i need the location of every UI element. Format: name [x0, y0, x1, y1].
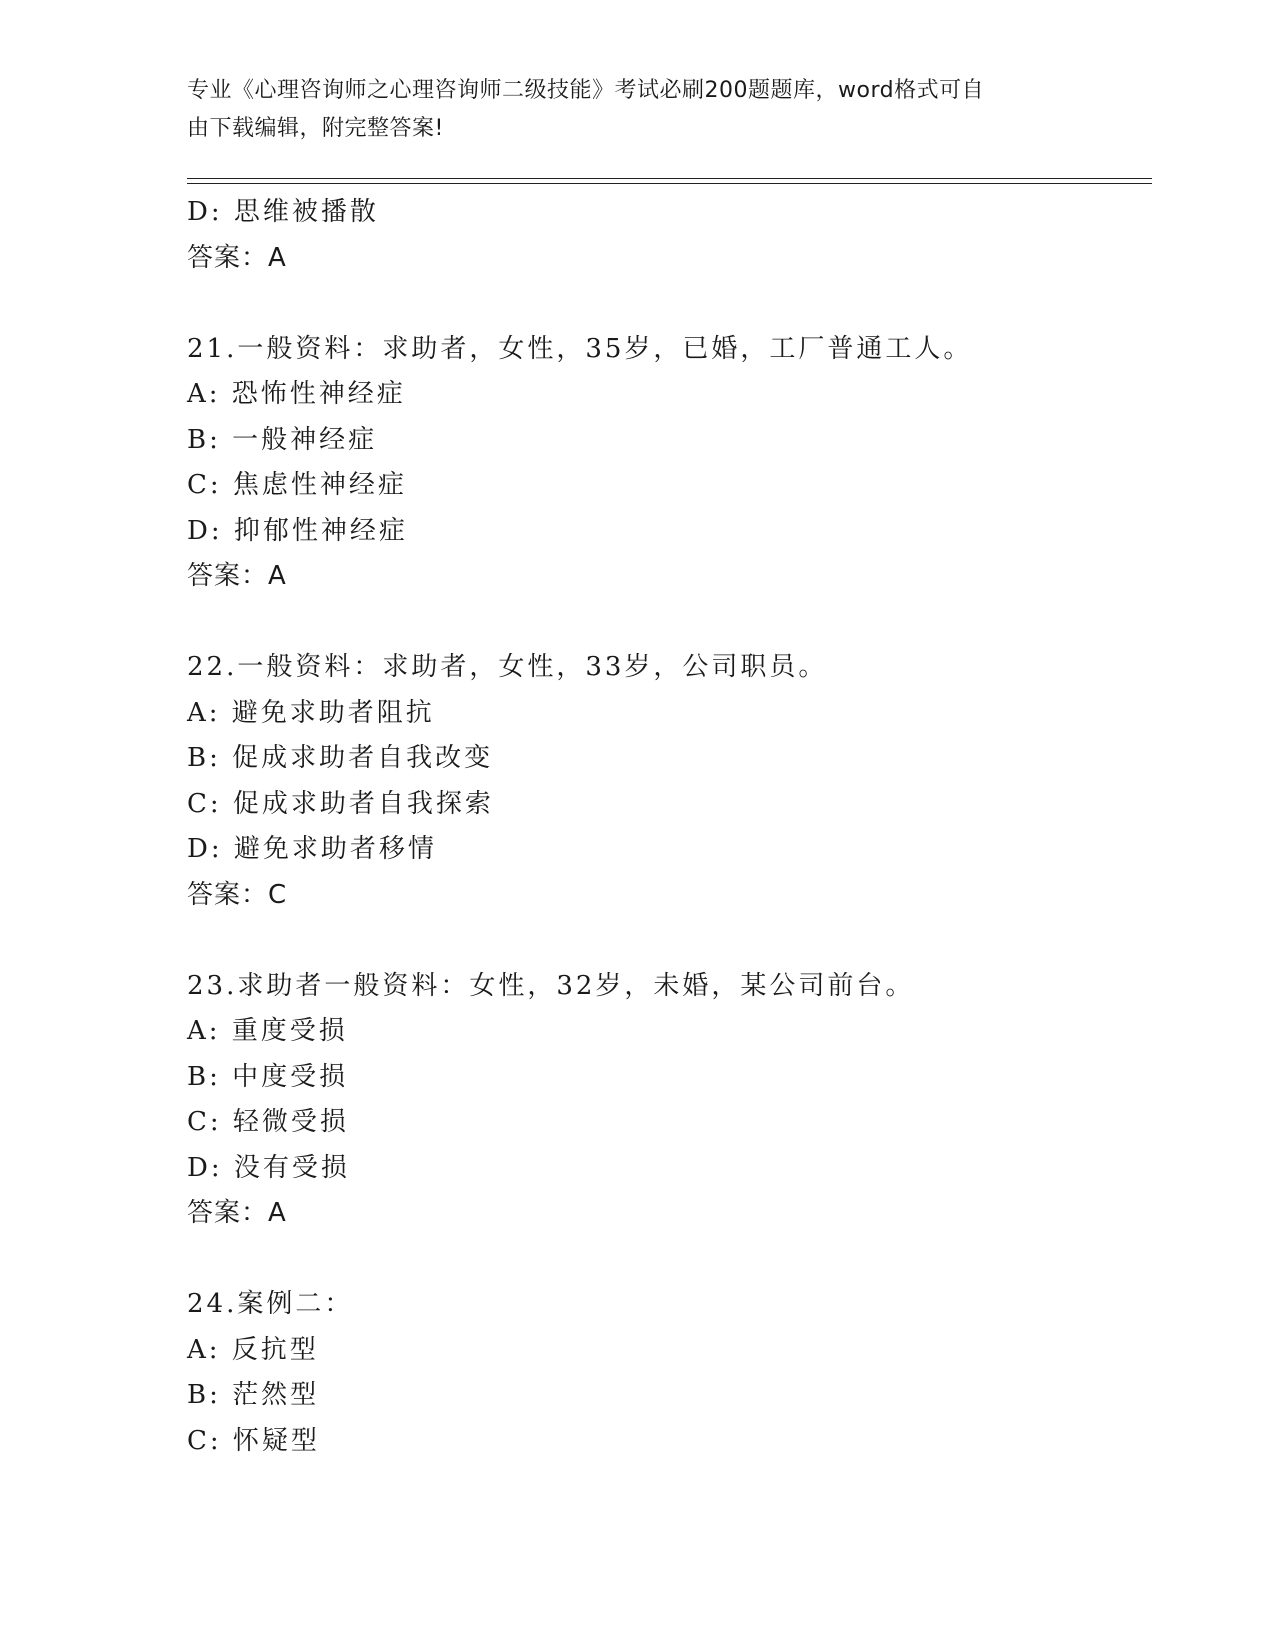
answer: 答案：C [187, 879, 288, 910]
answer: 答案：A [187, 1198, 287, 1228]
header-line-1: 专业《心理咨询师之心理咨询师二级技能》考试必刷200题题库，word格式可自 [187, 78, 985, 103]
option-a: A: 重度受损 [187, 1016, 348, 1046]
option-b: B: 促成求助者自我改变 [187, 743, 494, 773]
header-line-2: 由下载编辑，附完整答案! [187, 116, 444, 141]
question-text: 21.一般资料：求助者，女性，35岁，已婚，工厂普通工人。 [187, 333, 973, 364]
spacer [187, 1237, 1152, 1283]
question-text: 24.案例二： [187, 1289, 354, 1319]
prev-answer: 答案：A [187, 242, 287, 273]
question-23 [187, 964, 1152, 1237]
question-text: 22.一般资料：求助者，女性，33岁，公司职员。 [187, 652, 828, 682]
option-d: D: 抑郁性神经症 [187, 515, 408, 546]
spacer [187, 600, 1152, 646]
option-c: C: 轻微受损 [187, 1107, 349, 1137]
prev-option-d: D: 思维被播散 [187, 197, 379, 227]
option-a: A: 恐怖性神经症 [187, 379, 406, 409]
option-b: B: 一般神经症 [187, 424, 378, 455]
option-b: B: 中度受损 [187, 1061, 349, 1092]
question-22 [187, 645, 1152, 918]
option-c: C: 焦虑性神经症 [187, 470, 407, 500]
spacer [187, 918, 1152, 964]
question-24 [187, 1282, 1152, 1464]
question-content [187, 190, 1152, 1464]
option-a: A: 避免求助者阻抗 [187, 697, 435, 728]
option-b: B: 茫然型 [187, 1380, 320, 1410]
question-text: 23.求助者一般资料：女性，32岁，未婚，某公司前台。 [187, 970, 915, 1001]
question-21 [187, 327, 1152, 600]
option-a: A: 反抗型 [187, 1334, 319, 1365]
option-c: C: 怀疑型 [187, 1425, 320, 1456]
header-divider-bottom [187, 183, 1152, 184]
option-d: D: 没有受损 [187, 1152, 350, 1183]
header-divider-top [187, 178, 1152, 179]
spacer [187, 281, 1152, 327]
document-header [187, 72, 1067, 148]
option-d: D: 避免求助者移情 [187, 834, 437, 864]
answer: 答案：A [187, 561, 287, 591]
option-c: C: 促成求助者自我探索 [187, 788, 494, 819]
